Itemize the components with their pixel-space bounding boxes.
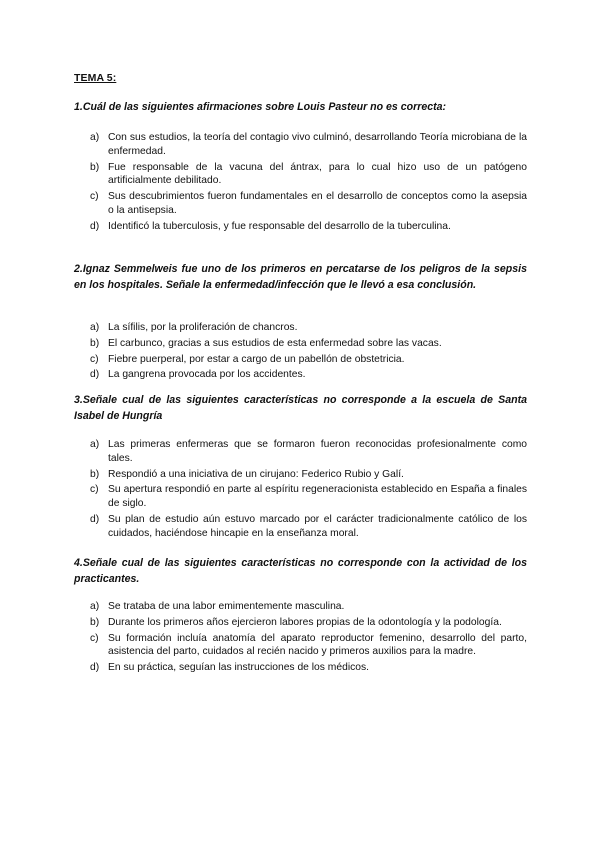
option-letter: b) [90,616,100,628]
option-text: La gangrena provocada por los accidentes. [108,369,306,381]
option-letter: a) [90,322,100,333]
page-title: TEMA 5: [74,72,117,84]
answer-option [90,131,527,159]
option-text: Sus descubrimientos fueron fundamentales en el desarrollo de conceptos como la asepsia o la antisepsia. [108,191,527,216]
option-letter: a) [90,439,100,450]
answer-option [90,632,527,660]
option-letter: d) [90,220,100,232]
option-letter: a) [90,601,100,612]
answer-option [90,353,527,367]
answer-option [90,161,527,189]
option-letter: d) [90,513,100,525]
answer-list-1 [90,131,527,236]
option-text: En su práctica, seguían las instrucciones de los médicos. [108,662,369,674]
option-text: Se trataba de una labor emimentemente masculina. [108,601,345,612]
option-text: La sífilis, por la proliferación de chancros. [108,322,298,333]
answer-option [90,368,527,382]
answer-list-4 [90,600,527,677]
option-text: Respondió a una iniciativa de un cirujano: Federico Rubio y Galí. [108,468,404,480]
answer-option [90,337,527,351]
option-letter: d) [90,662,100,674]
answer-option [90,190,527,218]
option-letter: a) [90,132,100,143]
answer-option [90,661,527,675]
question-2: 2.Ignaz Semmelweis fue uno de los primeros en percatarse de los peligros de la sepsis en los hospitales. Señale la enfermedad/infección que le llevó a esa conclusión. [74,263,527,291]
answer-option [90,513,527,541]
option-text: Fiebre puerperal, por estar a cargo de un pabellón de obstetricia. [108,353,405,365]
answer-option [90,468,527,482]
option-text: Las primeras enfermeras que se formaron fueron reconocidas profesionalmente como tales. [108,439,527,464]
answer-list-3 [90,438,527,543]
option-letter: b) [90,468,100,480]
option-text: Su apertura respondió en parte al espíritu regeneracionista establecido en España a finales de siglo. [108,484,527,510]
answer-option [90,616,527,630]
answer-option [90,438,527,466]
option-text: El carbunco, gracias a sus estudios de esta enfermedad sobre las vacas. [108,337,442,349]
option-text: Su plan de estudio aún estuvo marcado por el carácter tradicionalmente católico de los cuidados, haciéndose hincapie en la enseñanza moral. [108,513,527,539]
option-text: Su formación incluía anatomía del aparato reproductor femenino, desarrollo del parto, asistencia del parto, cuidados al recién nacido y primeros auxilios para la madre. [108,632,527,658]
option-letter: c) [90,484,99,496]
question-3: 3.Señale cual de las siguientes características no corresponde a la escuela de Santa Isabel de Hungría [74,394,527,422]
question-4: 4.Señale cual de las siguientes características no corresponde con la actividad de los practicantes. [74,557,527,585]
answer-option [90,321,527,335]
answer-option [90,483,527,511]
question-1: 1.Cuál de las siguientes afirmaciones sobre Louis Pasteur no es correcta: [74,101,447,113]
answer-option [90,600,527,614]
option-letter: d) [90,369,100,381]
option-letter: c) [90,191,99,203]
option-text: Identificó la tuberculosis, y fue responsable del desarrollo de la tuberculina. [108,220,451,232]
option-text: Con sus estudios, la teoría del contagio vivo culminó, desarrollando Teoría microbiana de la enfermedad. [108,132,527,157]
option-text: Fue responsable de la vacuna del ántrax, para lo cual hizo uso de un patógeno artificialmente debilitado. [108,161,527,187]
option-text: Durante los primeros años ejercieron labores propias de la odontología y la podología. [108,616,502,628]
option-letter: b) [90,337,100,349]
option-letter: c) [90,353,99,365]
option-letter: b) [90,161,100,173]
answer-option [90,220,527,234]
option-letter: c) [90,632,99,644]
answer-list-2 [90,321,527,384]
